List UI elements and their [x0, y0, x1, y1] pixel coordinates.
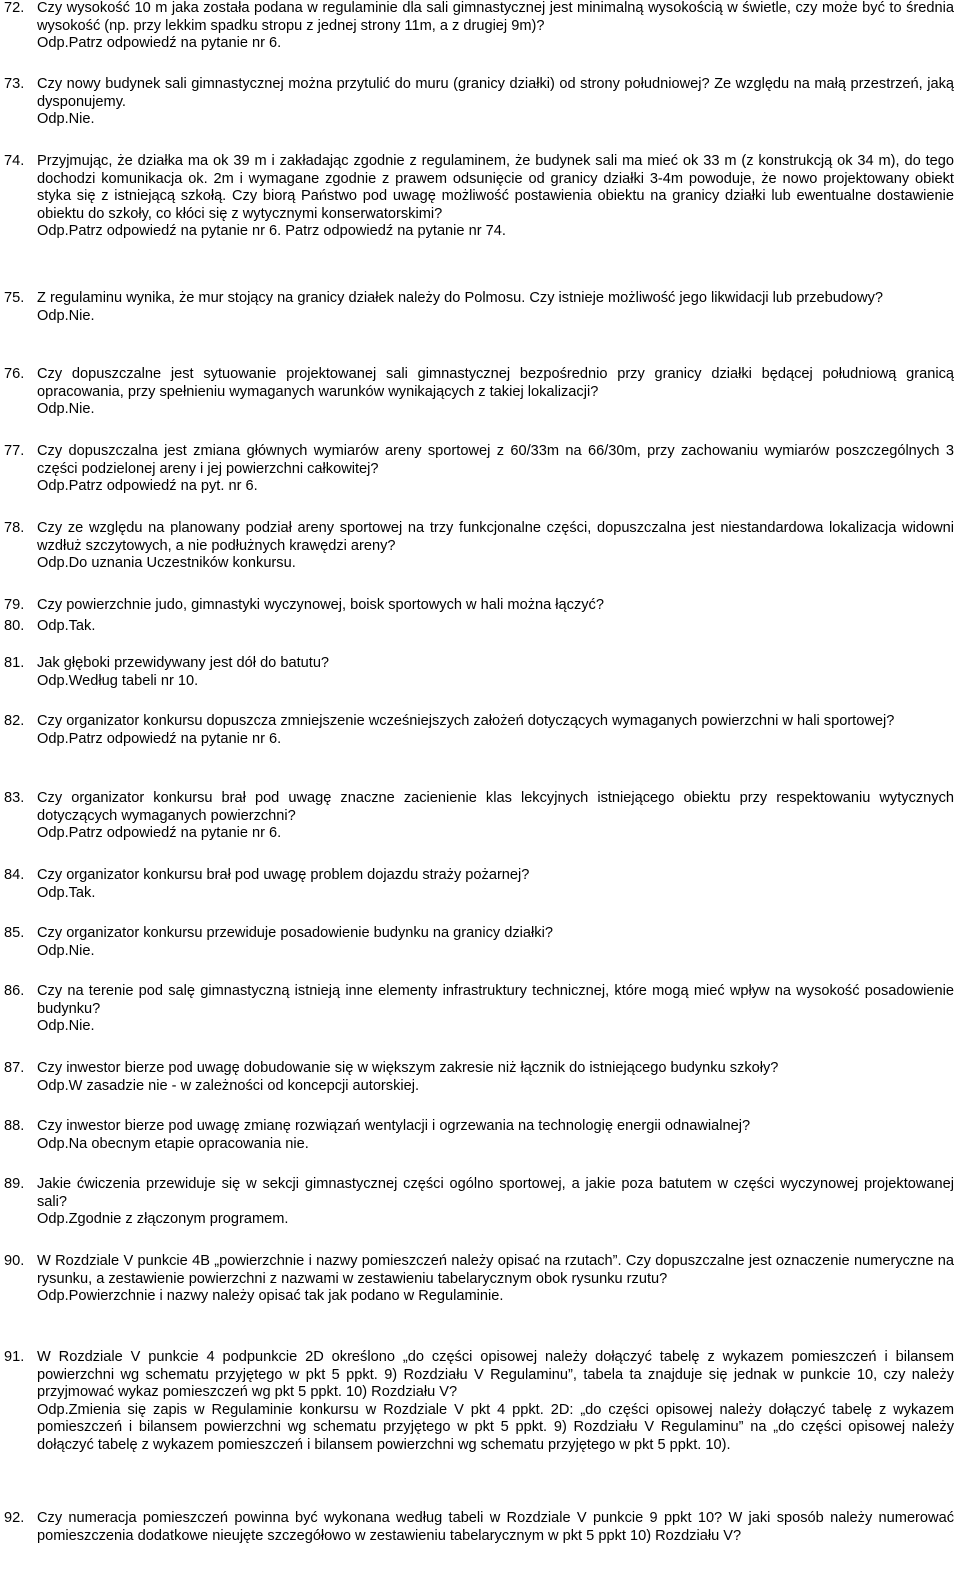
answer-text: Odp.Patrz odpowiedź na pytanie nr 6.	[37, 35, 282, 52]
item-number: 83.	[4, 790, 25, 806]
qa-item-89	[0, 1176, 954, 1229]
question-text: Czy dopuszczalna jest zmiana głównych wymiarów areny sportowej z 60/33m na 66/30m, przy zachowaniu wymiarów poszczególnych 3 części podzielonej areny i jej powierzchni całkowitej?	[37, 443, 954, 477]
qa-item-82	[0, 713, 954, 748]
item-number: 77.	[4, 443, 25, 459]
answer-text: Odp.Powierzchnie i nazwy należy opisać tak jak podano w Regulaminie.	[37, 1288, 504, 1305]
qa-item-79	[0, 597, 954, 615]
answer-text: Odp.Na obecnym etapie opracowania nie.	[37, 1135, 309, 1152]
question-text: Czy organizator konkursu przewiduje posadowienie budynku na granicy działki?	[37, 925, 553, 941]
item-number: 74.	[4, 153, 25, 169]
question-text: Czy inwestor bierze pod uwagę dobudowanie się w większym zakresie niż łącznik do istniejącego budynku szkoły?	[37, 1060, 779, 1076]
qa-item-91	[0, 1349, 954, 1455]
item-number: 72.	[4, 0, 25, 16]
item-number: 87.	[4, 1060, 25, 1076]
qa-item-86	[0, 983, 954, 1036]
qa-item-72	[0, 0, 954, 53]
qa-item-84	[0, 867, 954, 902]
qa-item-83	[0, 790, 954, 843]
answer-text: Odp.Zgodnie z złączonym programem.	[37, 1211, 289, 1228]
item-number: 76.	[4, 366, 25, 382]
question-text: Czy organizator konkursu dopuszcza zmniejszenie wcześniejszych założeń dotyczących wymaganych powierzchni w hali sportowej?	[37, 713, 895, 729]
answer-text: Odp.Do uznania Uczestników konkursu.	[37, 555, 296, 572]
item-number: 88.	[4, 1118, 25, 1134]
question-text: Czy inwestor bierze pod uwagę zmianę rozwiązań wentylacji i ogrzewania na technologię energii odnawialnej?	[37, 1118, 751, 1134]
answer-text: Odp.W zasadzie nie - w zależności od koncepcji autorskiej.	[37, 1077, 420, 1094]
answer-text: Odp.Nie.	[37, 1018, 95, 1035]
qa-item-73	[0, 76, 954, 129]
answer-text: Odp.Nie.	[37, 111, 95, 128]
question-text: Czy ze względu na planowany podział areny sportowej na trzy funkcjonalne części, dopuszczalna jest niestandardowa lokalizacja widowni wzdłuż szczytowych, a nie podłużnych krawędzi areny?	[37, 520, 954, 554]
qa-item-81	[0, 655, 954, 690]
question-text: Z regulaminu wynika, że mur stojący na granicy działek należy do Polmosu. Czy istnieje możliwość jego likwidacji lub przebudowy?	[37, 290, 883, 306]
item-number: 73.	[4, 76, 25, 92]
qa-item-90	[0, 1253, 954, 1306]
question-text: Jak głęboki przewidywany jest dół do batutu?	[37, 655, 330, 671]
item-number: 78.	[4, 520, 25, 536]
qa-item-76	[0, 366, 954, 419]
qa-item-74	[0, 153, 954, 241]
qa-item-77	[0, 443, 954, 496]
answer-text: Odp.Zmienia się zapis w Regulaminie konkursu w Rozdziale V pkt 4 ppkt. 2D: „do części opisowej należy dołączyć tabelę z wykazem pomieszczeń i bilansem powierzchni wg schematu przyjętego w pkt 5 ppkt. 9) Rozdziału V Regulaminu” na „do części opisowej należy dołączyć tabelę z wykazem pomieszczeń i bilansem powierzchni wg schematu przyjętego w pkt 5 ppkt. 10).	[37, 1401, 954, 1453]
answer-text: Odp.Tak.	[37, 884, 96, 901]
question-text: Czy na terenie pod salę gimnastyczną istnieją inne elementy infrastruktury technicznej, które mogą mieć wpływ na wysokość posadowienie budynku?	[37, 983, 954, 1017]
qa-item-87	[0, 1060, 954, 1095]
item-number: 85.	[4, 925, 25, 941]
question-text: Czy organizator konkursu brał pod uwagę znaczne zacienienie klas lekcyjnych istniejącego obiektu przy respektowaniu wytycznych dotyczących wymaganych powierzchni?	[37, 790, 954, 824]
question-text: Przyjmując, że działka ma ok 39 m i zakładając zgodnie z regulaminem, że budynek sali ma mieć ok 33 m (z konstrukcją ok 34 m), do tego dochodzi komunikacja ok. 2m i wymagane zgodnie z prawem odsunięcie od granicy działki 3-4m powoduje, że nowo projektowany obiekt styka się z istniejącą szkołą. Czy biorą Państwo pod uwagę możliwość postawienia obiektu na granicy działki lub ewentualne dostawienie obiektu do szkoły, co kłóci się z wytycznymi konserwatorskimi?	[37, 153, 954, 222]
qa-item-75	[0, 290, 954, 325]
item-number: 89.	[4, 1176, 25, 1192]
answer-text: Odp.Nie.	[37, 401, 95, 418]
answer-text: Odp.Patrz odpowiedź na pyt. nr 6.	[37, 478, 258, 495]
answer-text: Odp.Patrz odpowiedź na pytanie nr 6.	[37, 825, 282, 842]
item-number: 91.	[4, 1349, 25, 1365]
item-number: 80.	[4, 618, 25, 634]
answer-text: Odp.Nie.	[37, 942, 95, 959]
item-number: 84.	[4, 867, 25, 883]
question-text: W Rozdziale V punkcie 4B „powierzchnie i nazwy pomieszczeń należy opisać na rzutach”. Czy dopuszczalne jest oznaczenie numeryczne na rysunku, a zestawienie powierzchni z nazwami w zestawieniu tabelarycznym obok rysunku rzutu?	[37, 1253, 954, 1287]
item-number: 90.	[4, 1253, 25, 1269]
question-text: Czy dopuszczalne jest sytuowanie projektowanej sali gimnastycznej bezpośrednio przy granicy działki będącej południową granicą opracowania, przy spełnieniu wymaganych warunków wynikających z takiej lokalizacji?	[37, 366, 954, 400]
question-text: Czy powierzchnie judo, gimnastyki wyczynowej, boisk sportowych w hali można łączyć?	[37, 597, 604, 613]
qa-item-80	[0, 618, 954, 636]
qa-item-78	[0, 520, 954, 573]
qa-item-88	[0, 1118, 954, 1153]
item-number: 92.	[4, 1510, 25, 1526]
question-text: Czy nowy budynek sali gimnastycznej można przytulić do muru (granicy działki) od strony południowej? Ze względu na małą przestrzeń, jaką dysponujemy.	[37, 76, 954, 110]
item-number: 81.	[4, 655, 25, 671]
answer-text: Odp.Nie.	[37, 307, 95, 324]
question-text: Odp.Tak.	[37, 618, 96, 634]
qa-item-92	[0, 1510, 954, 1545]
answer-text: Odp.Według tabeli nr 10.	[37, 672, 199, 689]
question-text: Czy organizator konkursu brał pod uwagę problem dojazdu straży pożarnej?	[37, 867, 530, 883]
item-number: 82.	[4, 713, 25, 729]
question-text: Jakie ćwiczenia przewiduje się w sekcji gimnastycznej części ogólno sportowej, a jakie poza batutem w części wyczynowej projektowanej sali?	[37, 1176, 954, 1210]
question-text: Czy wysokość 10 m jaka została podana w regulaminie dla sali gimnastycznej jest minimalną wysokością w świetle, czy może być to średnia wysokość (np. przy lekkim spadku stropu z jednej strony 11m, a z drugiej 9m)?	[37, 0, 954, 34]
qa-item-85	[0, 925, 954, 960]
item-number: 79.	[4, 597, 25, 613]
question-text: Czy numeracja pomieszczeń powinna być wykonana według tabeli w Rozdziale V punkcie 9 ppkt 10? W jaki sposób należy numerować pomieszczenia dodatkowe nieujęte szczegółowo w zestawieniu tabelarycznym w pkt 5 ppkt 10) Rozdziału V?	[37, 1510, 954, 1544]
item-number: 86.	[4, 983, 25, 999]
answer-text: Odp.Patrz odpowiedź na pytanie nr 6.	[37, 730, 282, 747]
item-number: 75.	[4, 290, 25, 306]
answer-text: Odp.Patrz odpowiedź na pytanie nr 6. Patrz odpowiedź na pytanie nr 74.	[37, 223, 506, 240]
question-text: W Rozdziale V punkcie 4 podpunkcie 2D określono „do części opisowej należy dołączyć tabelę z wykazem pomieszczeń i bilansem powierzchni wg schematu przyjętego w pkt 5 ppkt. 9) Rozdziału V Regulaminu”, tabela ta znajduje się jednak w punkcie 10, czy należy przyjmować wykaz pomieszczeń wg pkt 5 ppkt. 10) Rozdziału V?	[37, 1349, 954, 1401]
